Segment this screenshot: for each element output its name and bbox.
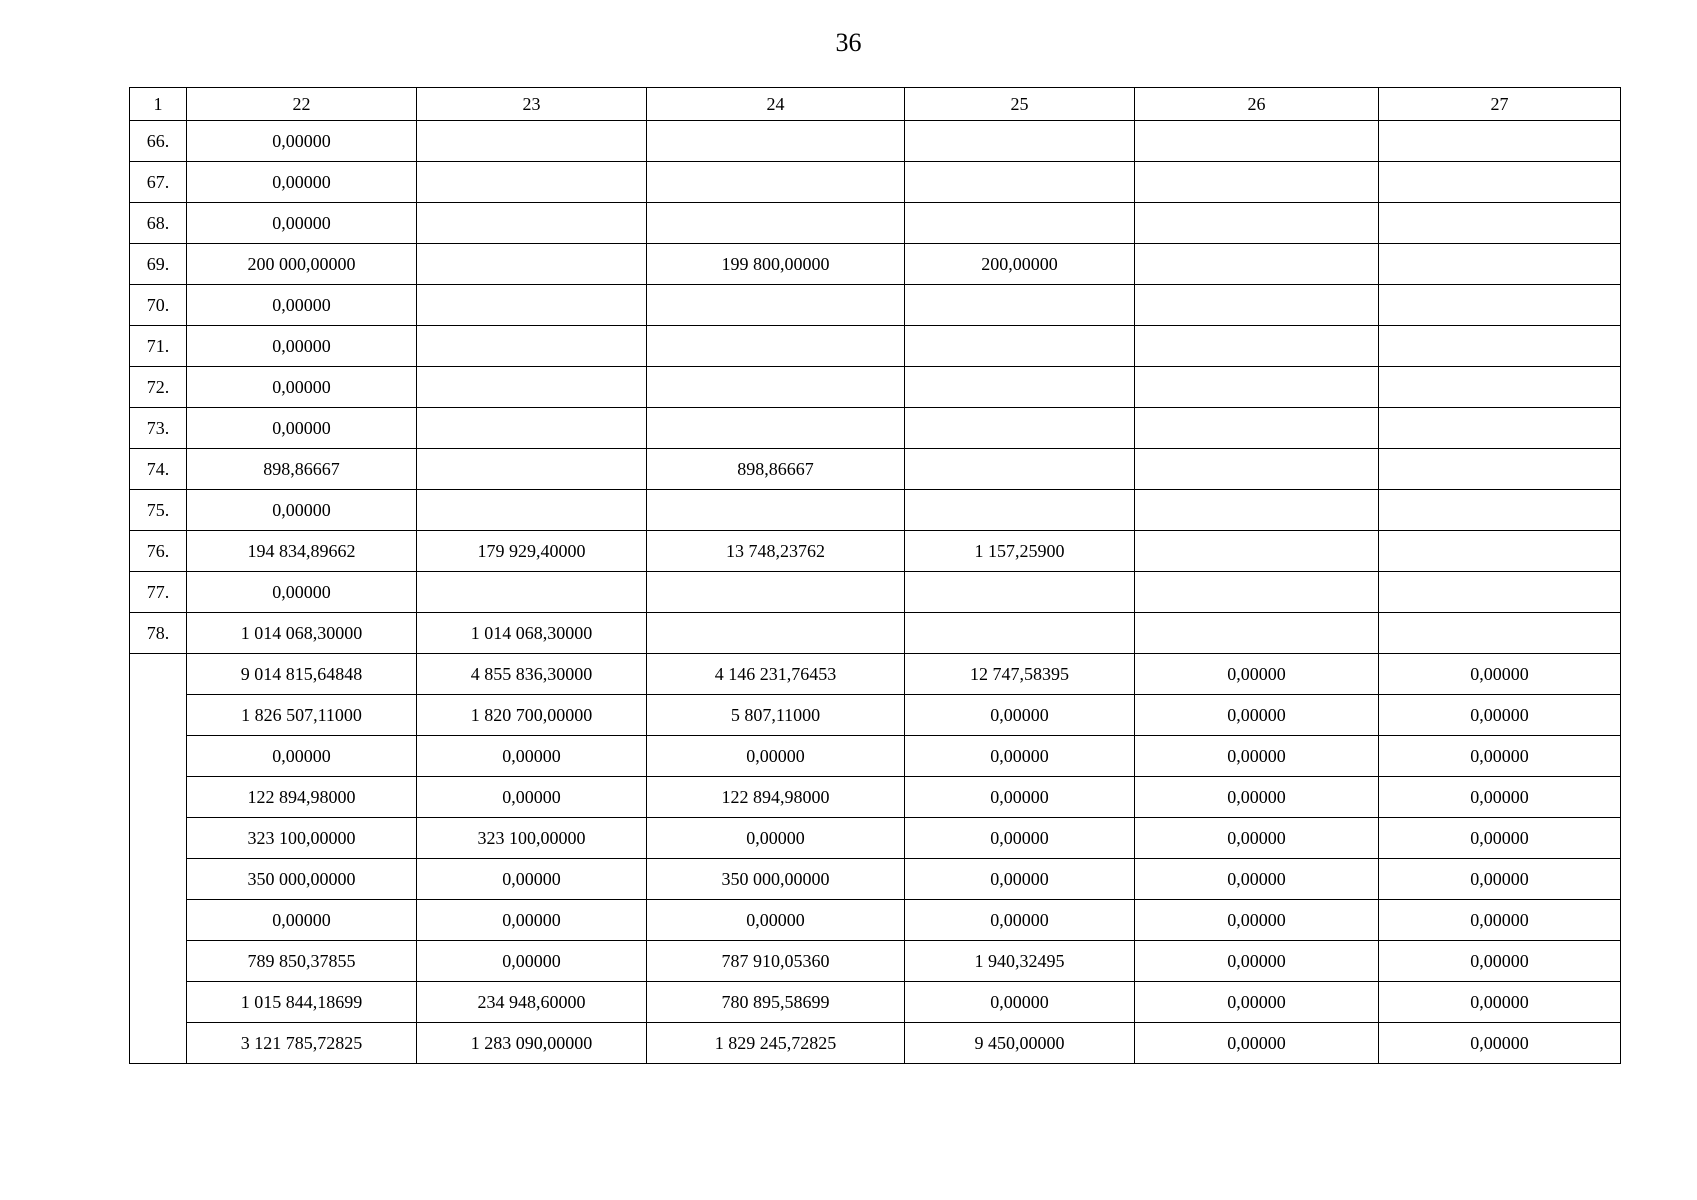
summary-value-cell: 350 000,00000 bbox=[647, 859, 905, 900]
header-cell: 1 bbox=[130, 88, 187, 121]
summary-value-cell: 122 894,98000 bbox=[187, 777, 417, 818]
value-cell: 0,00000 bbox=[187, 162, 417, 203]
summary-value-cell: 0,00000 bbox=[1379, 736, 1621, 777]
summary-value-cell: 0,00000 bbox=[905, 818, 1135, 859]
value-cell bbox=[417, 326, 647, 367]
table-row bbox=[130, 121, 1621, 162]
value-cell: 200 000,00000 bbox=[187, 244, 417, 285]
value-cell bbox=[1135, 367, 1379, 408]
value-cell bbox=[1135, 326, 1379, 367]
value-cell: 199 800,00000 bbox=[647, 244, 905, 285]
page-number: 36 bbox=[835, 28, 862, 57]
summary-row bbox=[130, 941, 1621, 982]
summary-value-cell: 0,00000 bbox=[417, 941, 647, 982]
row-number-cell: 69. bbox=[130, 244, 187, 285]
value-cell bbox=[647, 490, 905, 531]
summary-value-cell: 0,00000 bbox=[1135, 900, 1379, 941]
value-cell bbox=[1135, 572, 1379, 613]
value-cell bbox=[647, 367, 905, 408]
value-cell bbox=[1379, 162, 1621, 203]
summary-value-cell: 0,00000 bbox=[1135, 982, 1379, 1023]
summary-value-cell: 0,00000 bbox=[1135, 654, 1379, 695]
summary-value-cell: 1 826 507,11000 bbox=[187, 695, 417, 736]
summary-value-cell: 1 820 700,00000 bbox=[417, 695, 647, 736]
summary-value-cell: 0,00000 bbox=[905, 900, 1135, 941]
summary-value-cell: 323 100,00000 bbox=[187, 818, 417, 859]
table-row bbox=[130, 244, 1621, 285]
value-cell: 0,00000 bbox=[187, 490, 417, 531]
table-row bbox=[130, 449, 1621, 490]
header-cell: 25 bbox=[905, 88, 1135, 121]
summary-value-cell: 9 450,00000 bbox=[905, 1023, 1135, 1064]
summary-row bbox=[130, 900, 1621, 941]
value-cell bbox=[1135, 203, 1379, 244]
summary-value-cell: 0,00000 bbox=[417, 736, 647, 777]
summary-value-cell: 350 000,00000 bbox=[187, 859, 417, 900]
summary-value-cell: 1 940,32495 bbox=[905, 941, 1135, 982]
row-number-cell: 68. bbox=[130, 203, 187, 244]
row-number-cell: 74. bbox=[130, 449, 187, 490]
table-row bbox=[130, 531, 1621, 572]
value-cell bbox=[417, 244, 647, 285]
value-cell: 194 834,89662 bbox=[187, 531, 417, 572]
summary-value-cell: 0,00000 bbox=[1379, 654, 1621, 695]
summary-value-cell: 0,00000 bbox=[647, 900, 905, 941]
value-cell bbox=[1379, 449, 1621, 490]
header-cell: 22 bbox=[187, 88, 417, 121]
summary-value-cell: 0,00000 bbox=[905, 777, 1135, 818]
table-row bbox=[130, 572, 1621, 613]
value-cell: 179 929,40000 bbox=[417, 531, 647, 572]
summary-value-cell: 0,00000 bbox=[1135, 941, 1379, 982]
row-number-cell: 77. bbox=[130, 572, 187, 613]
value-cell bbox=[417, 367, 647, 408]
value-cell bbox=[647, 285, 905, 326]
row-number-cell: 70. bbox=[130, 285, 187, 326]
value-cell bbox=[417, 490, 647, 531]
summary-value-cell: 0,00000 bbox=[647, 818, 905, 859]
value-cell bbox=[905, 490, 1135, 531]
value-cell bbox=[417, 121, 647, 162]
header-cell: 24 bbox=[647, 88, 905, 121]
value-cell bbox=[905, 326, 1135, 367]
summary-value-cell: 0,00000 bbox=[417, 859, 647, 900]
header-row bbox=[130, 88, 1621, 121]
row-number-cell: 78. bbox=[130, 613, 187, 654]
summary-value-cell: 0,00000 bbox=[905, 736, 1135, 777]
summary-row bbox=[130, 736, 1621, 777]
summary-value-cell: 0,00000 bbox=[905, 982, 1135, 1023]
value-cell bbox=[647, 162, 905, 203]
value-cell bbox=[1135, 531, 1379, 572]
value-cell bbox=[647, 572, 905, 613]
summary-value-cell: 0,00000 bbox=[1379, 982, 1621, 1023]
value-cell bbox=[1135, 121, 1379, 162]
value-cell: 200,00000 bbox=[905, 244, 1135, 285]
value-cell bbox=[1379, 285, 1621, 326]
value-cell bbox=[905, 285, 1135, 326]
header-cell: 27 bbox=[1379, 88, 1621, 121]
value-cell bbox=[417, 203, 647, 244]
value-cell bbox=[1379, 121, 1621, 162]
table-row bbox=[130, 162, 1621, 203]
value-cell bbox=[905, 449, 1135, 490]
row-number-cell: 76. bbox=[130, 531, 187, 572]
summary-value-cell: 0,00000 bbox=[1379, 1023, 1621, 1064]
value-cell bbox=[1135, 162, 1379, 203]
summary-value-cell: 780 895,58699 bbox=[647, 982, 905, 1023]
summary-row bbox=[130, 1023, 1621, 1064]
row-number-cell: 73. bbox=[130, 408, 187, 449]
value-cell bbox=[1135, 244, 1379, 285]
value-cell bbox=[1379, 326, 1621, 367]
summary-value-cell: 1 829 245,72825 bbox=[647, 1023, 905, 1064]
table-row bbox=[130, 490, 1621, 531]
summary-value-cell: 789 850,37855 bbox=[187, 941, 417, 982]
summary-value-cell: 787 910,05360 bbox=[647, 941, 905, 982]
table-row bbox=[130, 408, 1621, 449]
value-cell bbox=[1379, 572, 1621, 613]
value-cell: 0,00000 bbox=[187, 121, 417, 162]
value-cell: 898,86667 bbox=[187, 449, 417, 490]
value-cell bbox=[647, 408, 905, 449]
value-cell bbox=[1379, 203, 1621, 244]
summary-value-cell: 0,00000 bbox=[1135, 818, 1379, 859]
header-cell: 23 bbox=[417, 88, 647, 121]
table-row bbox=[130, 203, 1621, 244]
summary-value-cell: 0,00000 bbox=[1379, 695, 1621, 736]
value-cell bbox=[1379, 408, 1621, 449]
value-cell bbox=[905, 367, 1135, 408]
value-cell: 1 014 068,30000 bbox=[417, 613, 647, 654]
value-cell bbox=[417, 449, 647, 490]
value-cell bbox=[1379, 531, 1621, 572]
table-row bbox=[130, 367, 1621, 408]
summary-row bbox=[130, 777, 1621, 818]
summary-value-cell: 3 121 785,72825 bbox=[187, 1023, 417, 1064]
value-cell bbox=[1379, 490, 1621, 531]
summary-value-cell: 0,00000 bbox=[1379, 900, 1621, 941]
value-cell bbox=[905, 408, 1135, 449]
value-cell: 0,00000 bbox=[187, 408, 417, 449]
value-cell bbox=[647, 613, 905, 654]
summary-value-cell: 0,00000 bbox=[1135, 859, 1379, 900]
summary-label-cell bbox=[130, 654, 187, 1064]
value-cell: 0,00000 bbox=[187, 203, 417, 244]
value-cell bbox=[1135, 285, 1379, 326]
value-cell bbox=[417, 162, 647, 203]
value-cell bbox=[647, 121, 905, 162]
summary-row bbox=[130, 695, 1621, 736]
value-cell bbox=[905, 162, 1135, 203]
value-cell: 0,00000 bbox=[187, 572, 417, 613]
summary-value-cell: 0,00000 bbox=[1379, 818, 1621, 859]
value-cell bbox=[417, 408, 647, 449]
summary-value-cell: 122 894,98000 bbox=[647, 777, 905, 818]
value-cell bbox=[905, 572, 1135, 613]
budget-table bbox=[129, 87, 1621, 1064]
summary-value-cell: 1 283 090,00000 bbox=[417, 1023, 647, 1064]
summary-value-cell: 323 100,00000 bbox=[417, 818, 647, 859]
value-cell bbox=[1135, 490, 1379, 531]
summary-value-cell: 0,00000 bbox=[187, 900, 417, 941]
value-cell bbox=[647, 326, 905, 367]
summary-value-cell: 0,00000 bbox=[1135, 1023, 1379, 1064]
summary-value-cell: 0,00000 bbox=[417, 777, 647, 818]
summary-value-cell: 0,00000 bbox=[417, 900, 647, 941]
summary-value-cell: 0,00000 bbox=[1379, 859, 1621, 900]
summary-value-cell: 234 948,60000 bbox=[417, 982, 647, 1023]
row-number-cell: 67. bbox=[130, 162, 187, 203]
table-row bbox=[130, 613, 1621, 654]
row-number-cell: 72. bbox=[130, 367, 187, 408]
table-row bbox=[130, 285, 1621, 326]
value-cell: 898,86667 bbox=[647, 449, 905, 490]
row-number-cell: 75. bbox=[130, 490, 187, 531]
value-cell: 0,00000 bbox=[187, 326, 417, 367]
summary-row bbox=[130, 818, 1621, 859]
summary-value-cell: 0,00000 bbox=[1379, 777, 1621, 818]
value-cell bbox=[1379, 367, 1621, 408]
summary-value-cell: 4 855 836,30000 bbox=[417, 654, 647, 695]
value-cell bbox=[1379, 613, 1621, 654]
value-cell bbox=[417, 572, 647, 613]
summary-value-cell: 0,00000 bbox=[187, 736, 417, 777]
summary-value-cell: 0,00000 bbox=[1135, 695, 1379, 736]
value-cell bbox=[1135, 449, 1379, 490]
summary-value-cell: 0,00000 bbox=[1379, 941, 1621, 982]
row-number-cell: 71. bbox=[130, 326, 187, 367]
value-cell: 0,00000 bbox=[187, 285, 417, 326]
summary-value-cell: 0,00000 bbox=[647, 736, 905, 777]
value-cell: 13 748,23762 bbox=[647, 531, 905, 572]
value-cell: 1 157,25900 bbox=[905, 531, 1135, 572]
value-cell bbox=[1379, 244, 1621, 285]
summary-value-cell: 0,00000 bbox=[1135, 777, 1379, 818]
summary-value-cell: 5 807,11000 bbox=[647, 695, 905, 736]
value-cell bbox=[1135, 408, 1379, 449]
summary-value-cell: 0,00000 bbox=[905, 859, 1135, 900]
header-cell: 26 bbox=[1135, 88, 1379, 121]
value-cell bbox=[417, 285, 647, 326]
summary-value-cell: 4 146 231,76453 bbox=[647, 654, 905, 695]
value-cell bbox=[647, 203, 905, 244]
summary-value-cell: 0,00000 bbox=[905, 695, 1135, 736]
value-cell bbox=[905, 121, 1135, 162]
table-body bbox=[130, 88, 1621, 1064]
value-cell: 0,00000 bbox=[187, 367, 417, 408]
summary-value-cell: 1 015 844,18699 bbox=[187, 982, 417, 1023]
value-cell bbox=[1135, 613, 1379, 654]
value-cell bbox=[905, 203, 1135, 244]
value-cell: 1 014 068,30000 bbox=[187, 613, 417, 654]
summary-value-cell: 0,00000 bbox=[1135, 736, 1379, 777]
table-row bbox=[130, 326, 1621, 367]
value-cell bbox=[905, 613, 1135, 654]
summary-row bbox=[130, 859, 1621, 900]
summary-value-cell: 12 747,58395 bbox=[905, 654, 1135, 695]
summary-row bbox=[130, 982, 1621, 1023]
summary-row bbox=[130, 654, 1621, 695]
summary-value-cell: 9 014 815,64848 bbox=[187, 654, 417, 695]
row-number-cell: 66. bbox=[130, 121, 187, 162]
